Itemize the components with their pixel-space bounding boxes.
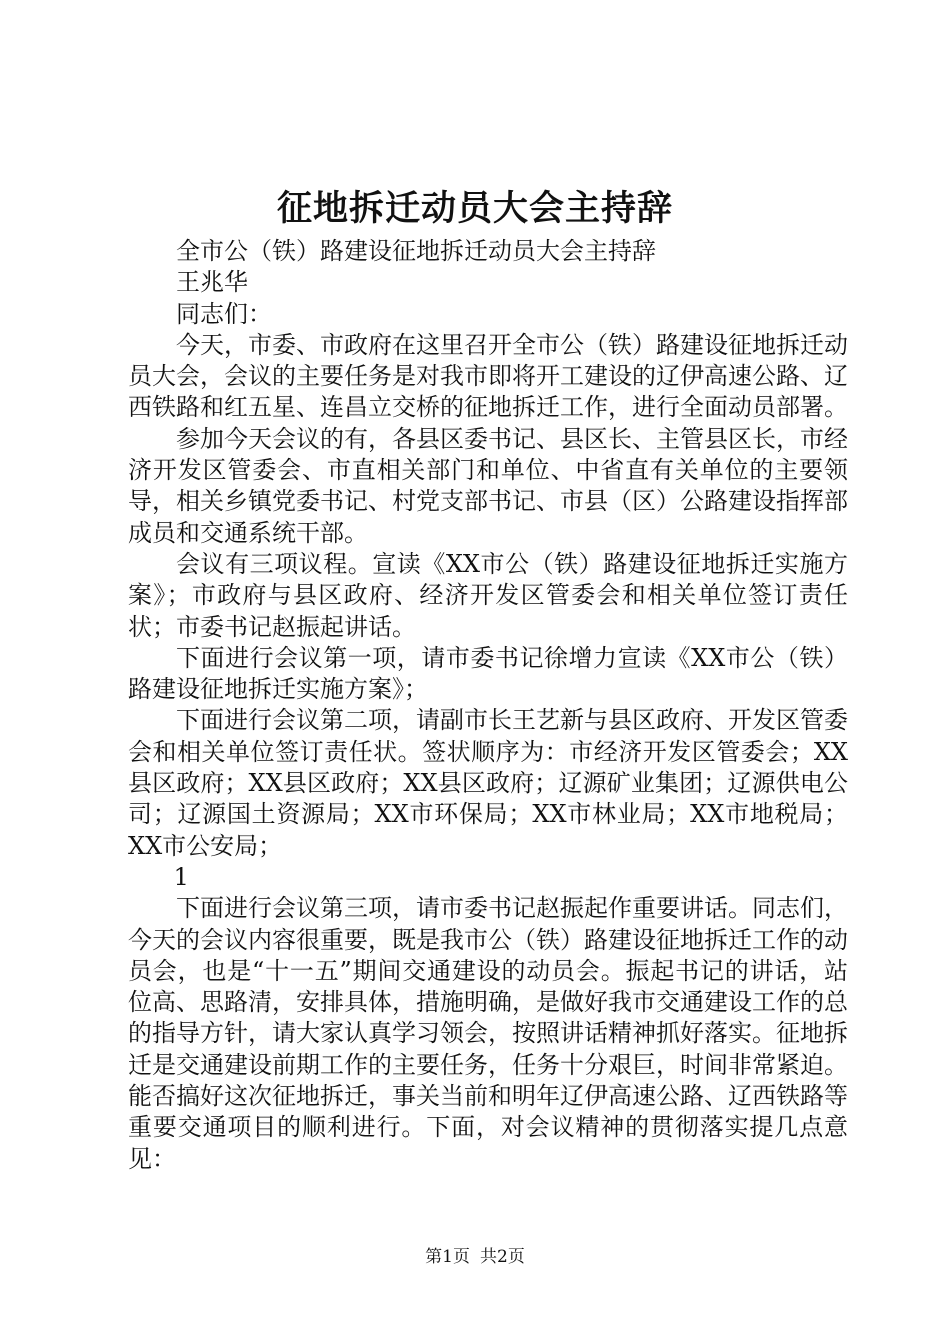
document-body: [128, 236, 848, 1175]
body-paragraph: 参加今天会议的有，各县区委书记、县区长、主管县区长，市经济开发区管委会、市直相关部门和单位、中省直有关单位的主要领导，相关乡镇党委书记、村党支部书记、市县（区）公路建设指挥部成员和交通系统干部。: [128, 424, 848, 547]
footer-total-pages: 共2页: [480, 1247, 525, 1267]
body-paragraph: 下面进行会议第一项，请市委书记徐增力宣读《XX市公（铁）路建设征地拆迁实施方案》；: [128, 643, 848, 704]
body-paragraph: 下面进行会议第三项，请市委书记赵振起作重要讲话。同志们，今天的会议内容很重要，既是我市公（铁）路建设征地拆迁工作的动员会，也是“十一五”期间交通建设的动员会。振起书记的讲话，站位高、思路清，安排具体，措施明确，是做好我市交通建设工作的总的指导方针，请大家认真学习领会，按照讲话精神抓好落实。征地拆迁是交通建设前期工作的主要任务，任务十分艰巨，时间非常紧迫。能否搞好这次征地拆迁，事关当前和明年辽伊高速公路、辽西铁路等重要交通项目的顺利进行。下面，对会议精神的贯彻落实提几点意见：: [128, 894, 848, 1173]
page-footer: [0, 1245, 950, 1269]
author-paragraph: 王兆华: [176, 268, 248, 297]
body-paragraph: 今天，市委、市政府在这里召开全市公（铁）路建设征地拆迁动员大会，会议的主要任务是对我市即将开工建设的辽伊高速公路、辽西铁路和红五星、连昌立交桥的征地拆迁工作，进行全面动员部署。: [128, 330, 848, 422]
body-paragraph: 下面进行会议第二项，请副市长王艺新与县区政府、开发区管委会和相关单位签订责任状。签状顺序为：市经济开发区管委会；XX县区政府；XX县区政府；XX县区政府；辽源矿业集团；辽源供电公司；辽源国土资源局；XX市环保局；XX市林业局；XX市地税局；XX市公安局；: [128, 706, 848, 860]
document-title: 征地拆迁动员大会主持辞: [276, 188, 673, 229]
body-paragraph: 会议有三项议程。宣读《XX市公（铁）路建设征地拆迁实施方案》；市政府与县区政府、经济开发区管委会和相关单位签订责任状；市委书记赵振起讲话。: [128, 549, 848, 641]
subtitle-paragraph: 全市公（铁）路建设征地拆迁动员大会主持辞: [176, 237, 656, 265]
inline-page-number: 1: [173, 862, 189, 891]
salutation-paragraph: 同志们：: [176, 299, 272, 328]
footer-page-number: 第1页: [425, 1247, 470, 1267]
